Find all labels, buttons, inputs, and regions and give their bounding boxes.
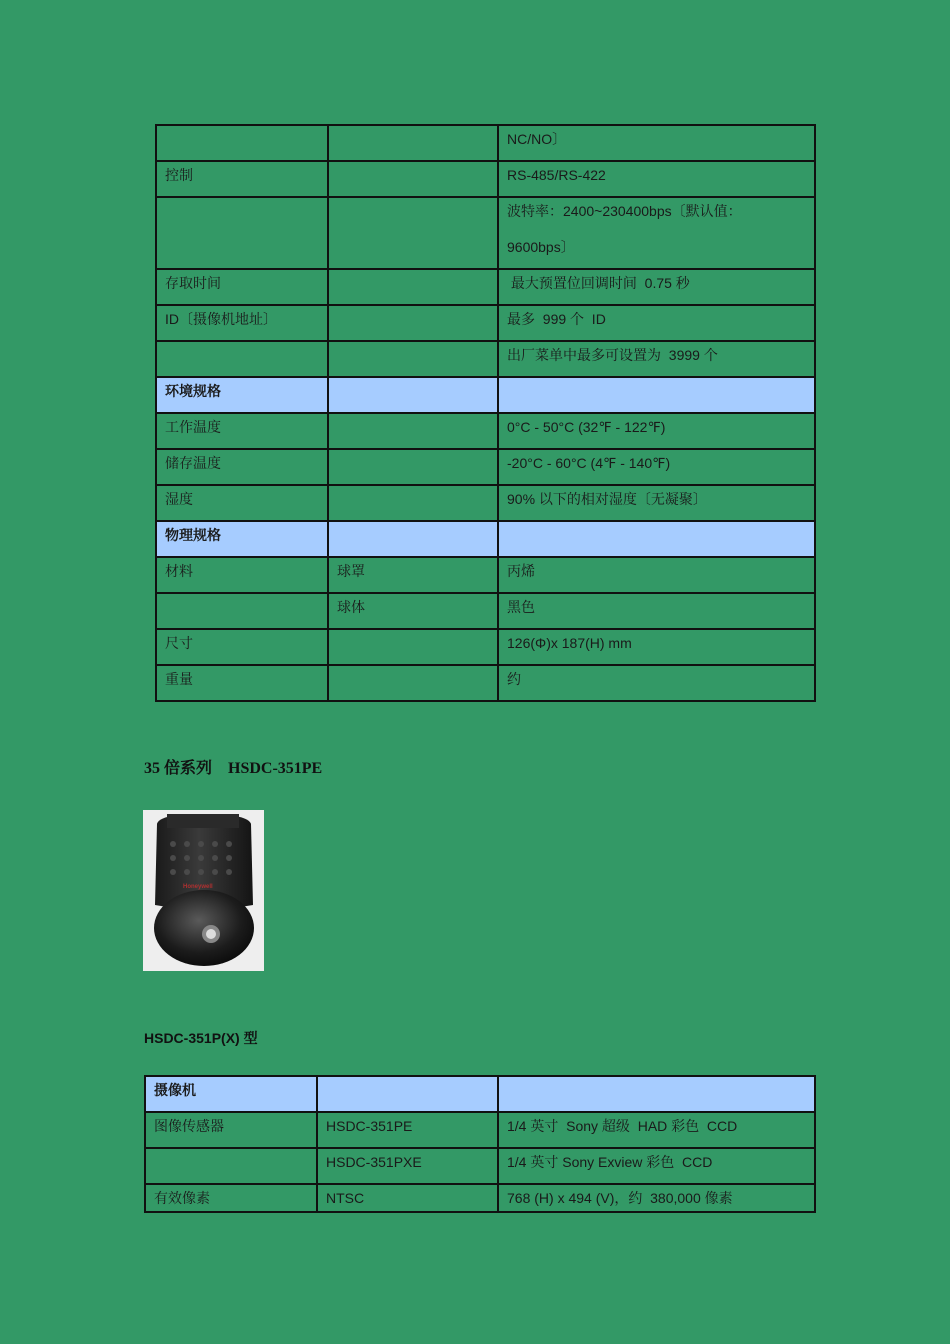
spec-table-control-env-physical: [155, 124, 816, 702]
table-row: [156, 557, 815, 593]
table-row: [156, 125, 815, 161]
row-label: 储存温度: [156, 449, 328, 485]
row-label: 湿度: [156, 485, 328, 521]
table-row: [156, 629, 815, 665]
row-label: 重量: [156, 665, 328, 701]
row-value: 1/4 英寸 Sony 超级 HAD 彩色 CCD: [498, 1112, 815, 1148]
row-value: 黑色: [498, 593, 815, 629]
row-sublabel: [328, 305, 498, 341]
dome-camera-image: [143, 810, 264, 971]
row-value: 90% 以下的相对湿度〔无凝聚〕: [498, 485, 815, 521]
row-sublabel: [328, 665, 498, 701]
row-value: -20°C - 60°C (4℉ - 140℉): [498, 449, 815, 485]
row-sublabel: [328, 629, 498, 665]
row-value: 126(Φ)x 187(H) mm: [498, 629, 815, 665]
row-value: 最多 999 个 ID: [498, 305, 815, 341]
row-label: [156, 197, 328, 269]
section-title: 摄像机: [145, 1076, 317, 1112]
table-row: [156, 161, 815, 197]
row-sublabel: [328, 161, 498, 197]
row-sublabel: [328, 197, 498, 269]
spec-table-2-body: [145, 1076, 815, 1212]
section-title: 物理规格: [156, 521, 328, 557]
brand-logo: Honeywell: [183, 884, 213, 890]
section-empty: [498, 521, 815, 557]
row-value: 丙烯: [498, 557, 815, 593]
row-label: [156, 341, 328, 377]
spec-table-1-body: [156, 125, 815, 701]
table-row: [156, 593, 815, 629]
section-empty: [328, 377, 498, 413]
row-value: NC/NO〕: [498, 125, 815, 161]
row-label: 材料: [156, 557, 328, 593]
section-empty: [498, 1076, 815, 1112]
row-value: 最大预置位回调时间 0.75 秒: [498, 269, 815, 305]
section-empty: [328, 521, 498, 557]
row-sublabel: [328, 125, 498, 161]
row-sublabel: [328, 269, 498, 305]
section-empty: [498, 377, 815, 413]
table-row: [156, 413, 815, 449]
baud-rate-line2: 9600bps〕: [507, 239, 575, 255]
row-label: 尺寸: [156, 629, 328, 665]
spec-table-camera: [144, 1075, 816, 1213]
section-row-camera: [145, 1076, 815, 1112]
row-label: [156, 593, 328, 629]
table-row: [145, 1148, 815, 1184]
row-value-multiline: [498, 197, 815, 269]
row-label: 控制: [156, 161, 328, 197]
table-row: [145, 1184, 815, 1212]
section-title: 环境规格: [156, 377, 328, 413]
row-sublabel: 球体: [328, 593, 498, 629]
row-value: 768 (H) x 494 (V)，约 380,000 像素: [498, 1184, 815, 1212]
row-label: [156, 125, 328, 161]
row-value: 出厂菜单中最多可设置为 3999 个: [498, 341, 815, 377]
section-row-environment: [156, 377, 815, 413]
row-value: RS-485/RS-422: [498, 161, 815, 197]
table-row: [156, 485, 815, 521]
row-label: 存取时间: [156, 269, 328, 305]
camera-photo: [143, 810, 264, 971]
table-row: [156, 269, 815, 305]
series-heading: 35 倍系列 HSDC-351PE: [144, 760, 323, 777]
row-value: 约: [498, 665, 815, 701]
row-sublabel: [328, 449, 498, 485]
row-label: 有效像素: [145, 1184, 317, 1212]
row-label: ID〔摄像机地址〕: [156, 305, 328, 341]
row-label: 工作温度: [156, 413, 328, 449]
row-sublabel: [328, 341, 498, 377]
table-row: [156, 197, 815, 269]
table-row: [156, 449, 815, 485]
baud-rate-line1: 波特率：2400~230400bps〔默认值：: [507, 203, 742, 219]
row-sublabel: [328, 485, 498, 521]
row-sublabel: [328, 413, 498, 449]
row-label: 图像传感器: [145, 1112, 317, 1148]
table-row: [156, 305, 815, 341]
row-value: 0°C - 50°C (32℉ - 122℉): [498, 413, 815, 449]
table-row: [156, 341, 815, 377]
table-row: [156, 665, 815, 701]
row-label: [145, 1148, 317, 1184]
row-sublabel: HSDC-351PXE: [317, 1148, 498, 1184]
row-sublabel: 球罩: [328, 557, 498, 593]
model-heading: HSDC-351P(X) 型: [144, 1030, 258, 1046]
row-sublabel: HSDC-351PE: [317, 1112, 498, 1148]
section-row-physical: [156, 521, 815, 557]
table-row: [145, 1112, 815, 1148]
row-value: 1/4 英寸 Sony Exview 彩色 CCD: [498, 1148, 815, 1184]
row-sublabel: NTSC: [317, 1184, 498, 1212]
section-empty: [317, 1076, 498, 1112]
